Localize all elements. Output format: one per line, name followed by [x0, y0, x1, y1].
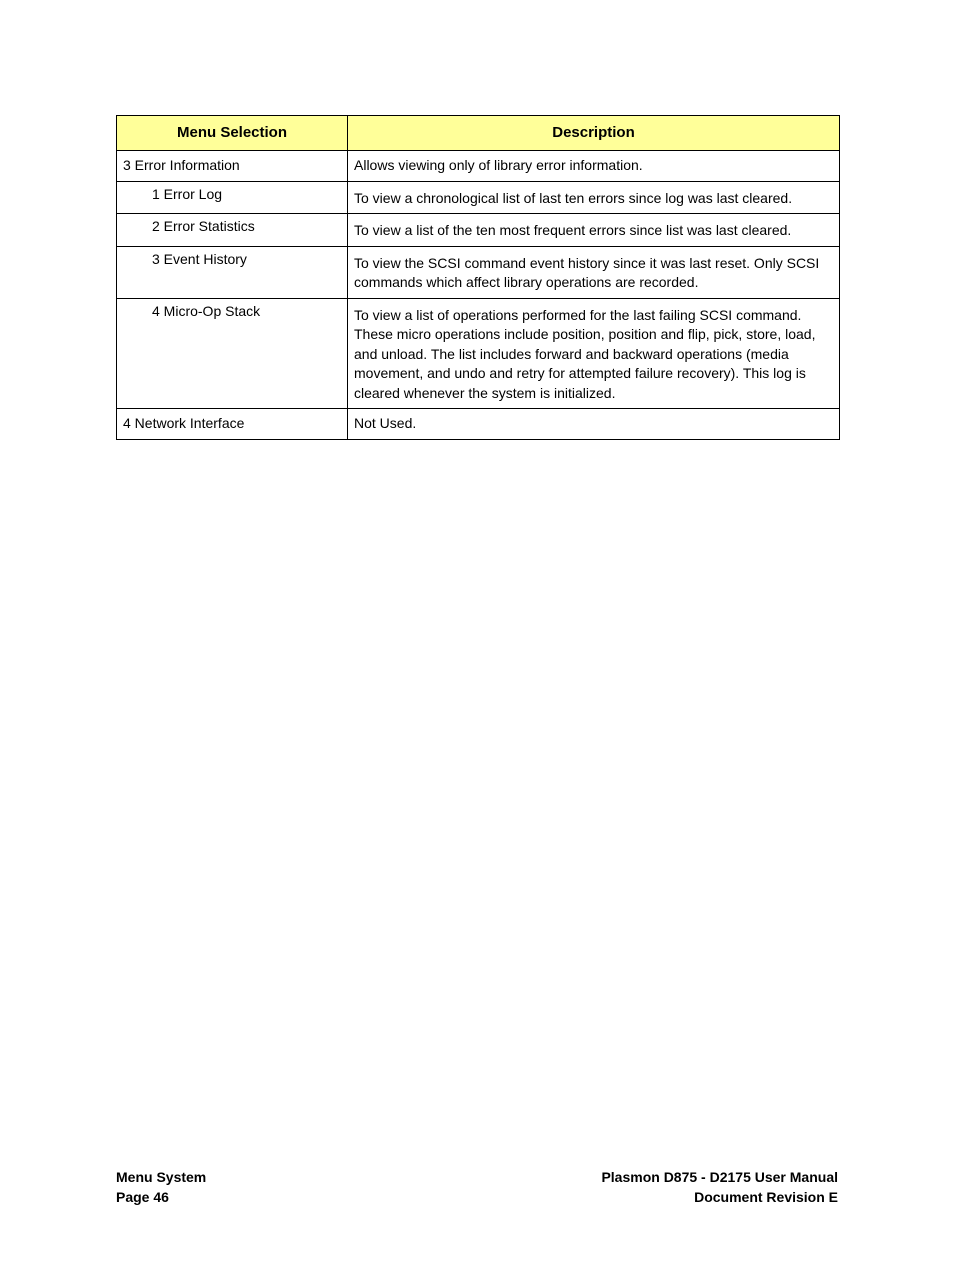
table-row: [117, 246, 840, 298]
table-row: [117, 298, 840, 409]
menu-selection-header: Menu Selection: [117, 116, 348, 151]
description-cell: To view the SCSI command event history since it was last reset. Only SCSI commands which affect library operations are recorded.: [348, 246, 840, 298]
description-header: Description: [348, 116, 840, 151]
footer-manual-title: Plasmon D875 - D2175 User Manual: [601, 1169, 838, 1185]
menu-cell: 1 Error Log: [117, 181, 348, 214]
menu-cell: 2 Error Statistics: [117, 214, 348, 247]
description-cell: Not Used.: [348, 409, 840, 440]
table-row: [117, 409, 840, 440]
menu-selection-table: [116, 115, 840, 440]
table-row: [117, 181, 840, 214]
table-header-row: [117, 116, 840, 151]
footer-left: [116, 1168, 206, 1207]
description-cell: To view a list of operations performed for the last failing SCSI command. These micro operations include position, position and flip, pick, store, load, and unload. The list includes forward and backward operations (media movement, and undo and retry for attempted failure recovery). This log is cleared whenever the system is initialized.: [348, 298, 840, 409]
table-row: [117, 214, 840, 247]
footer-page-number: Page 46: [116, 1188, 169, 1205]
description-cell: To view a list of the ten most frequent errors since list was last cleared.: [348, 214, 840, 247]
menu-cell: 4 Network Interface: [117, 409, 348, 440]
description-cell: Allows viewing only of library error information.: [348, 151, 840, 182]
footer-section-name: Menu System: [116, 1169, 207, 1185]
footer-document-revision: Document Revision E: [694, 1188, 838, 1205]
description-cell: To view a chronological list of last ten errors since log was last cleared.: [348, 181, 840, 214]
menu-cell: 3 Event History: [117, 246, 348, 298]
footer-right: [601, 1168, 838, 1207]
menu-cell: 3 Error Information: [117, 151, 348, 182]
menu-cell: 4 Micro-Op Stack: [117, 298, 348, 409]
table-row: [117, 151, 840, 182]
